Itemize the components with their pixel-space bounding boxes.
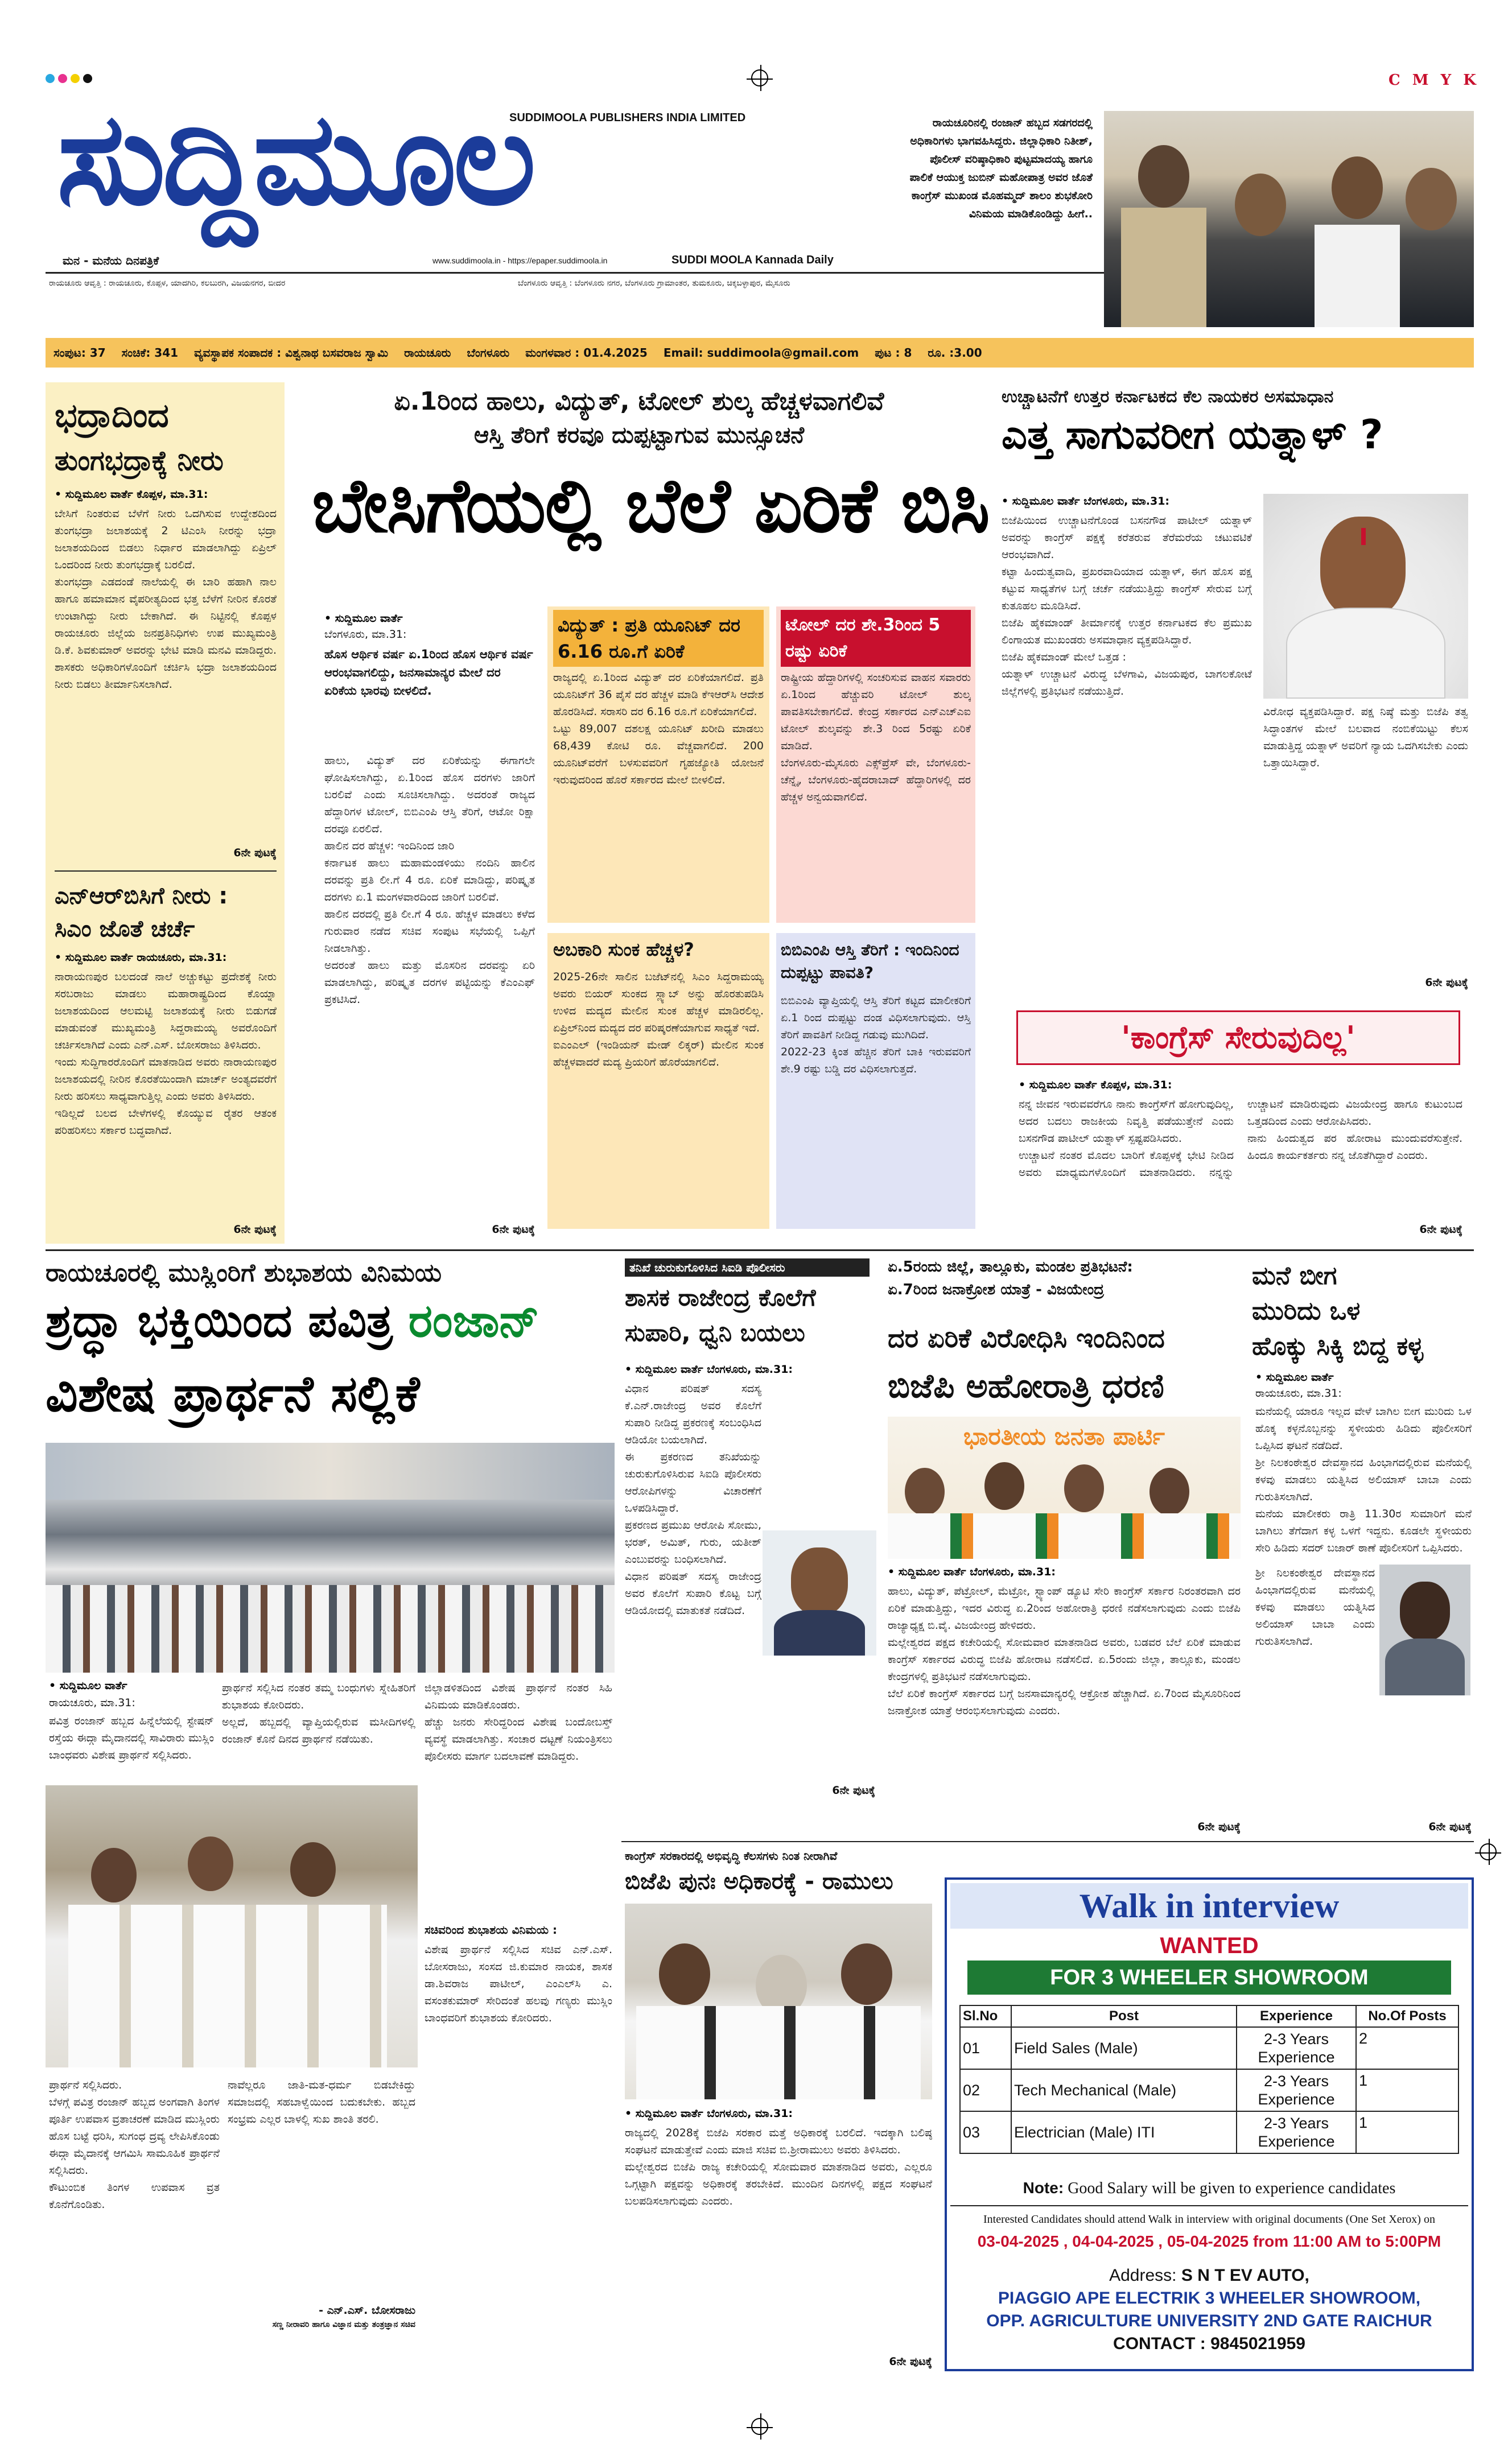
ad-dates: 03-04-2025 , 04-04-2025 , 05-04-2025 from 11:00 AM to 5:00PM (977, 2232, 1441, 2250)
story-nrbc-byline: • ಸುದ್ದಿಮೂಲ ವಾರ್ತೆ ರಾಯಚೂರು, ಮಾ.31: (55, 951, 227, 964)
bjp-kicker-2: ಏ.7ರಿಂದ ಜನಾಕ್ರೋಶ ಯಾತ್ರೆ - ವಿಜಯೇಂದ್ರ (888, 1281, 1105, 1298)
bjp-body: ಹಾಲು, ವಿದ್ಯುತ್, ಪೆಟ್ರೋಲ್, ಮೆಟ್ರೋ, ಸ್ಟ್ಯಾಂಪ್ ಡ್ಯೂಟಿ ಸೇರಿ ಕಾಂಗ್ರೆಸ್ ಸರ್ಕಾರ ನಿರಂತರವಾಗಿ ದರ ಏರಿಕೆ ಮಾಡುತ್ತಿದ್ದು, ಇದರ ವಿರುದ್ಧ ಏ.2ರಿಂದ ಅಹೋರಾತ್ರಿ ಧರಣಿ ನಡೆಸಲಾಗುವುದು ಎಂದು ಬಿಜೆಪಿ ರಾಜ್ಯಾಧ್ಯಕ್ಷ ಬಿ.ವೈ. ವಿಜಯೇಂದ್ರ ಹೇಳಿದರು. ಮಲ್ಲೇಶ್ವರದ ಪಕ್ಷದ ಕಚೇರಿಯಲ್ಲಿ ಸೋಮವಾರ ಮಾತನಾಡಿದ ಅವರು, ಬಡವರ ಬೆಲೆ ಏರಿಕೆ ಮಾಡುವ ಕಾಂಗ್ರೆಸ್ ಸರ್ಕಾರದ ವಿರುದ್ಧ ಬಿಜೆಪಿ ಹೋರಾಟ ನಡೆಸಲಿದೆ. ಏ.5ರಂದು ಜಿಲ್ಲಾ, ತಾಲ್ಲೂಕು, ಮಂಡಲ ಕೇಂದ್ರಗಳಲ್ಲಿ ಪ್ರತಿಭಟನೆ ನಡೆಸಲಾಗುವುದು. ಬೆಲೆ ಏರಿಕೆ ಕಾಂಗ್ರೆಸ್ ಸರ್ಕಾರದ ಬಗ್ಗೆ ಜನಸಾಮಾನ್ಯರಲ್ಲಿ ಆಕ್ರೋಶ ಹೆಚ್ಚಾಗಿದೆ. ಏ.7ರಿಂದ ಮೈಸೂರಿನಿಂದ ಜನಾಕ್ರೋಶ ಯಾತ್ರೆ ಆರಂಭಿಸಲಾಗುವುದು ಎಂದರು. (888, 1585, 1241, 1717)
lead-more[interactable]: 6ನೇ ಪುಟಕ್ಕೆ (492, 1223, 535, 1236)
mla-body: ವಿಧಾನ ಪರಿಷತ್ ಸದಸ್ಯ ಕೆ.ಎನ್.ರಾಜೇಂದ್ರ ಅವರ ಕೊಲೆಗೆ ಸುಪಾರಿ ನೀಡಿದ್ದ ಪ್ರಕರಣಕ್ಕೆ ಸಂಬಂಧಿಸಿದ ಆಡಿಯೋ ಬಯಲಾಗಿದೆ. ಈ ಪ್ರಕರಣದ ತನಿಖೆಯನ್ನು ಚುರುಕುಗೊಳಿಸಿರುವ ಸಿಐಡಿ ಪೊಲೀಸರು ಆರೋಪಿಗಳನ್ನು ವಿಚಾರಣೆಗೆ ಒಳಪಡಿಸಿದ್ದಾರೆ. ಪ್ರಕರಣದ ಪ್ರಮುಖ ಆರೋಪಿ ಸೋಮು, ಭರತ್, ಅಮಿತ್, ಗುರು, ಯತೀಶ್ ಎಂಬುವರನ್ನು ಬಂಧಿಸಲಾಗಿದೆ. ವಿಧಾನ ಪರಿಷತ್ ಸದಸ್ಯ ರಾಜೇಂದ್ರ ಅವರ ಕೊಲೆಗೆ ಸುಪಾರಿ ಕೊಟ್ಟ ಬಗ್ಗೆ ಆಡಿಯೋದಲ್ಲಿ ಮಾತುಕತೆ ನಡೆದಿದೆ. (625, 1382, 761, 1617)
bjp-headline: ದರ ಏರಿಕೆ ವಿರೋಧಿಸಿ ಇಂದಿನಿಂದ ಬಿಜೆಪಿ ಅಹೋರಾತ್ರಿ ಧರಣಿ (888, 1323, 1165, 1405)
promo-caption: ರಾಯಚೂರಿನಲ್ಲಿ ರಂಜಾನ್ ಹಬ್ಬದ ಸಡಗರದಲ್ಲಿ ಅಧಿಕಾರಿಗಳು ಭಾಗವಹಿಸಿದ್ದರು. ಜಿಲ್ಲಾಧಿಕಾರಿ ನಿತೀಶ್, ಪೊಲೀಸ್ ವರಿಷ್ಠಾಧಿಕಾರಿ ಪುಟ್ಟಮಾದಯ್ಯ ಹಾಗೂ ಪಾಲಿಕೆ ಆಯುಕ್ತ ಜುಬಿನ್ ಮಹೋಪಾತ್ರ ಅವರ ಜೊತೆ ಕಾಂಗ್ರೆಸ್ ಮುಖಂಡ ಮೊಹಮ್ಮದ್ ಶಾಲಂ ಶುಭಕೋರಿ ವಿನಿಮಯ ಮಾಡಿಕೊಂಡಿದ್ದು ಹೀಗೆ.. (909, 117, 1093, 220)
ramulu-headline: ಬಿಜೆಪಿ ಪುನಃ ಅಧಿಕಾರಕ್ಕೆ - ರಾಮುಲು (625, 1868, 893, 1895)
ad-table-header (960, 2005, 1458, 2027)
box-toll-title: ಟೋಲ್ ದರ ಶೇ.3ರಿಂದ 5 ರಷ್ಟು ಏರಿಕೆ (781, 610, 971, 667)
ad-for: FOR 3 WHEELER SHOWROOM (967, 1961, 1451, 1995)
mla-photo (763, 1530, 876, 1656)
lead-place: ಬೆಂಗಳೂರು, ಮಾ.31: (324, 628, 407, 641)
mla-headline: ಶಾಸಕ ರಾಜೇಂದ್ರ ಕೊಲೆಗೆ ಸುಪಾರಿ, ಧ್ವನಿ ಬಯಲು (625, 1283, 816, 1347)
ramzan-headline-2: ವಿಶೇಷ ಪ್ರಾರ್ಥನೆ ಸಲ್ಲಿಕೆ (46, 1364, 420, 1423)
promo-photo (1104, 111, 1474, 327)
bjp-photo (888, 1417, 1241, 1559)
congress-headline: 'ಕಾಂಗ್ರೆಸ್ ಸೇರುವುದಿಲ್ಲ' (1121, 1020, 1355, 1055)
box-toll-body: ರಾಷ್ಟ್ರೀಯ ಹೆದ್ದಾರಿಗಳಲ್ಲಿ ಸಂಚರಿಸುವ ವಾಹನ ಸವಾರರು ಏ.1ರಿಂದ ಹೆಚ್ಚುವರಿ ಟೋಲ್ ಶುಲ್ಕ ಪಾವತಿಸಬೇಕಾಗಲಿದೆ. ಕೇಂದ್ರ ಸರ್ಕಾರದ ಎನ್‌ಎಚ್‌ಎಐ ಟೋಲ್ ಶುಲ್ಕವನ್ನು ಶೇ.3 ರಿಂದ 5ರಷ್ಟು ಏರಿಕೆ ಮಾಡಿದೆ. ಬೆಂಗಳೂರು-ಮೈಸೂರು ಎಕ್ಸ್‌ಪ್ರೆಸ್ ವೇ, ಬೆಂಗಳೂರು-ಚೆನ್ನೈ, ಬೆಂಗಳೂರು-ಹೈದರಾಬಾದ್ ಹೆದ್ದಾರಿಗಳಲ್ಲಿ ದರ ಹೆಚ್ಚಳ ಅನ್ವಯವಾಗಲಿದೆ. (781, 671, 971, 803)
ad-col-exp: Experience (1237, 2005, 1356, 2027)
wall-headline: ಮನೆ ಬೀಗ ಮುರಿದು ಒಳ ಹೊಕ್ಕು ಸಿಕ್ಕಿ ಬಿದ್ದ ಕಳ್ಳ (1252, 1261, 1423, 1361)
ad-note: Note: Good Salary will be given to experience candidates (1023, 2179, 1396, 2197)
info-bar (46, 338, 1474, 368)
editions-bengaluru: ಬೆಂಗಳೂರು ಆವೃತ್ತಿ : ಬೆಂಗಳೂರು ನಗರ, ಬೆಂಗಳೂರು ಗ್ರಾಮಾಂತರ, ತುಮಕೂರು, ಚಿಕ್ಕಬಳ್ಳಾಪುರ, ಮೈಸೂರು (518, 279, 790, 288)
ad-col-num: No.Of Posts (1356, 2005, 1458, 2027)
box-excise-title: ಅಬಕಾರಿ ಸುಂಕ ಹೆಚ್ಚಳ? (553, 939, 694, 960)
cmyk-mark: C M Y K (1388, 72, 1480, 89)
issue: ಸಂಚಿಕೆ: 341 (121, 346, 179, 360)
wall-byline: • ಸುದ್ದಿಮೂಲ ವಾರ್ತೆ (1255, 1371, 1334, 1384)
story-bhadra-body: ಬೇಸಿಗೆ ನಿಂತರುವ ಬೆಳೆಗೆ ನೀರು ಒದಗಿಸುವ ಉದ್ದೇಶದಿಂದ ತುಂಗಭದ್ರಾ ಜಲಾಶಯಕ್ಕೆ 2 ಟಿಎಂಸಿ ನೀರನ್ನು ಭದ್ರಾ ಜಲಾಶಯದಿಂದ ಬಿಡಲು ನಿರ್ಧಾರ ಮಾಡಲಾಗಿದ್ದು ಏಪ್ರಿಲ್ ಒಂದರಿಂದ ನೀರು ತುಂಗಭದ್ರಾಕ್ಕೆ ಬರಲಿದೆ. ತುಂಗಭದ್ರಾ ಎಡದಂಡೆ ನಾಲೆಯಲ್ಲಿ ಈ ಬಾರಿ ಹಹಾಗಿ ನಾಲ ಹಾಗೂ ಹಮಾಮಾನ ವೈಪರೀತ್ಯದಿಂದ ಭತ್ತ ಬೆಳೆಗೆ ನೀರಿನ ಕೊರತೆ ಉಂಟಾಗಿದ್ದು ನೀರು ಬೇಕಾಗಿದೆ. ಈ ನಿಟ್ಟಿನಲ್ಲಿ ಕೊಪ್ಪಳ ರಾಯಚೂರು ಜಿಲ್ಲೆಯ ಜನಪ್ರತಿನಿಧಿಗಳು ಉಪ ಮುಖ್ಯಮಂತ್ರಿ ಡಿ.ಕೆ. ಶಿವಕುಮಾರ್ ಅವರನ್ನು ಭೇಟಿ ಮಾಡಿ ಮನವಿ ಮಾಡಿದ್ದರು. ಶಾಸಕರು ಅಧಿಕಾರಿಗಳೊಂದಿಗೆ ಚರ್ಚಿಸಿ ಭದ್ರಾ ಜಲಾಶಯದಿಂದ ನೀರು ಬಿಡಲು ತೀರ್ಮಾನಿಸಲಾಗಿದೆ. (55, 507, 277, 691)
ramulu-more[interactable]: 6ನೇ ಪುಟಕ್ಕೆ (889, 2355, 932, 2368)
yatnal-photo (1263, 494, 1468, 699)
wall-body-2: ಶ್ರೀ ನಿಲಕಂಠೇಶ್ವರ ದೇವಸ್ಥಾನದ ಹಿಂಭಾಗದಲ್ಲಿರುವ ಮನೆಯಲ್ಲಿ ಕಳವು ಮಾಡಲು ಯತ್ನಿಸಿದ ಅಲಿಯಾಸ್ ಬಾಬಾ ಎಂದು ಗುರುತಿಸಲಾಗಿದೆ. (1255, 1567, 1375, 1648)
mla-more[interactable]: 6ನೇ ಪುಟಕ್ಕೆ (832, 1784, 875, 1797)
yatnal-byline: • ಸುದ್ದಿಮೂಲ ವಾರ್ತೆ ಬೆಂಗಳೂರು, ಮಾ.31: (1002, 495, 1170, 507)
box-power-title: ವಿದ್ಯುತ್ : ಪ್ರತಿ ಯೂನಿಟ್ ದರ 6.16 ರೂ.ಗೆ ಏರಿಕೆ (553, 610, 764, 667)
publisher-name: SUDDIMOOLA PUBLISHERS INDIA LIMITED (509, 112, 746, 124)
tagline: ಮನ - ಮನೆಯ ದಿನಪತ್ರಿಕೆ (63, 254, 159, 267)
table-row: 01 Field Sales (Male) 2-3 Years Experience 2 (960, 2027, 1458, 2069)
yatnal-headline: ಎತ್ತ ಸಾಗುವರೀಗ ಯತ್ನಾಳ್ ? (1002, 411, 1383, 458)
ramzan-quote-role: ಸಣ್ಣ ನೀರಾವರಿ ಹಾಗೂ ವಿಜ್ಞಾನ ಮತ್ತು ತಂತ್ರಜ್ಞಾನ ಸಚಿವ (272, 2320, 415, 2329)
story-nrbc-body: ನಾರಾಯಣಪುರ ಬಲದಂಡೆ ನಾಲೆ ಅಚ್ಚುಕಟ್ಟು ಪ್ರದೇಶಕ್ಕೆ ನೀರು ಸರಬರಾಜು ಮಾಡಲು ಮಹಾರಾಷ್ಟ್ರದಿಂದ ಕೊಯ್ನಾ ಜಲಾಶಯದಿಂದ ಆಲಮಟ್ಟಿ ಜಲಾಶಯಕ್ಕೆ ನೀರು ಬಿಡುಗಡೆ ಮಾಡುವಂತೆ ಮುಖ್ಯಮಂತ್ರಿ ಸಿದ್ದರಾಮಯ್ಯ ಅವರೊಂದಿಗೆ ಚರ್ಚಿಸಲಾಗಿದೆ ಎಂದು ಎನ್.ಎಸ್. ಬೋಸರಾಜು ತಿಳಿಸಿದರು. ಇಂದು ಸುದ್ದಿಗಾರರೊಂದಿಗೆ ಮಾತನಾಡಿದ ಅವರು ನಾರಾಯಣಪುರ ಜಲಾಶಯದಲ್ಲಿ ನೀರಿನ ಕೊರತೆಯಿಂದಾಗಿ ಮಾರ್ಚ್ ಅಂತ್ಯದವರೆಗೆ ನೀರು ಹರಿಸಲು ಸಾಧ್ಯವಾಗುತ್ತಿಲ್ಲ ಎಂದು ಅವರು ತಿಳಿಸಿದರು. ಇಡಿಲ್ಲದೆ ಬಲದ ಬೇಳೆಗಳಲ್ಲಿ ಕೊಯ್ಯುವ ರೈತರ ಆತಂಕ ಪರಿಹರಿಸಲು ಸರ್ಕಾರ ಬದ್ಧವಾಗಿದೆ. (55, 971, 277, 1137)
ramzan-place: ರಾಯಚೂರು, ಮಾ.31: (49, 1697, 135, 1709)
wall-place: ರಾಯಚೂರು, ಮಾ.31: (1255, 1387, 1342, 1400)
ramulu-byline: • ಸುದ್ದಿಮೂಲ ವಾರ್ತೆ ಬೆಂಗಳೂರು, ಮಾ.31: (625, 2107, 793, 2120)
box-bbmp-body: ಬಿಬಿಎಂಪಿ ವ್ಯಾಪ್ತಿಯಲ್ಲಿ ಆಸ್ತಿ ತೆರಿಗೆ ಕಟ್ಟದ ಮಾಲೀಕರಿಗೆ ಏ.1 ರಿಂದ ದುಪ್ಪಟ್ಟು ದಂಡ ವಿಧಿಸಲಾಗುವುದು. ಆಸ್ತಿ ತೆರಿಗೆ ಪಾವತಿಗೆ ನೀಡಿದ್ದ ಗಡುವು ಮುಗಿದಿದೆ. 2022-23 ಕ್ಕಿಂತ ಹೆಚ್ಚಿನ ತೆರಿಗೆ ಬಾಕಿ ಇರುವವರಿಗೆ ಶೇ.9 ರಷ್ಟು ಬಡ್ಡಿ ದರ ವಿಧಿಸಲಾಗುತ್ತದೆ. (781, 994, 971, 1075)
editions-raichur: ರಾಯಚೂರು ಆವೃತ್ತಿ : ರಾಯಚೂರು, ಕೊಪ್ಪಳ, ಯಾದಗಿರಿ, ಕಲಬುರಗಿ, ವಿಜಯನಗರ, ಬೀದರ (49, 279, 286, 288)
box-power-body: ರಾಜ್ಯದಲ್ಲಿ ಏ.1ರಿಂದ ವಿದ್ಯುತ್ ದರ ಏರಿಕೆಯಾಗಲಿದೆ. ಪ್ರತಿ ಯೂನಿಟ್‌ಗೆ 36 ಪೈಸೆ ದರ ಹೆಚ್ಚಳ ಮಾಡಿ ಕೆಇಆರ್‌ಸಿ ಆದೇಶ ಹೊರಡಿಸಿದೆ. ಸರಾಸರಿ ದರ 6.16 ರೂ.ಗೆ ಏರಿಕೆಯಾಗಲಿದೆ. ಒಟ್ಟು 89,007 ದಶಲಕ್ಷ ಯೂನಿಟ್ ಖರೀದಿ ಮಾಡಲು 68,439 ಕೋಟಿ ರೂ. ವೆಚ್ಚವಾಗಲಿದೆ. 200 ಯೂನಿಟ್‌ವರೆಗೆ ಬಳಸುವವರಿಗೆ ಗೃಹಜ್ಯೋತಿ ಯೋಜನೆ ಇರುವುದರಿಂದ ಹೊರೆ ಸರ್ಕಾರದ ಮೇಲೆ ಬೀಳಲಿದೆ. (553, 671, 764, 786)
print-color-dots (46, 74, 92, 83)
table-row: 02 Tech Mechanical (Male) 2-3 Years Experience 1 (960, 2069, 1458, 2111)
registration-mark-bottom (751, 2418, 768, 2435)
ramzan-col3: ಜಿಲ್ಲಾಡಳಿತದಿಂದ ವಿಶೇಷ ಪ್ರಾರ್ಥನೆ ನಂತರ ಸಿಹಿ ವಿನಿಮಯ ಮಾಡಿಕೊಂಡರು. ಹೆಚ್ಚು ಜನರು ಸೇರಿದ್ದರಿಂದ ವಿಶೇಷ ಬಂದೋಬಸ್ತ್ ವ್ಯವಸ್ಥೆ ಮಾಡಲಾಗಿತ್ತು. ಸಂಚಾರ ದಟ್ಟಣೆ ನಿಯಂತ್ರಿಸಲು ಪೊಲೀಸರು ಮಾರ್ಗ ಬದಲಾವಣೆ ಮಾಡಿದ್ದರು. (425, 1682, 612, 1763)
ad-attend: Interested Candidates should attend Walk in interview with original documents (One Set Xerox) on (983, 2213, 1435, 2226)
bjp-kicker-1: ಏ.5ರಂದು ಜಿಲ್ಲೆ, ತಾಲ್ಲೂಕು, ಮಂಡಲ ಪ್ರತಿಭಟನೆ: (888, 1258, 1133, 1276)
ramzan-col1b: ಪ್ರಾರ್ಥನೆ ಸಲ್ಲಿಸಿದರು. ಬೆಳಗ್ಗೆ ಪವಿತ್ರ ರಂಜಾನ್ ಹಬ್ಬದ ಅಂಗವಾಗಿ ತಿಂಗಳ ಪೂರ್ತಿ ಉಪವಾಸ ವ್ರತಾಚರಣೆ ಮಾಡಿದ ಮುಸ್ಲಿಂರು ಹೊಸ ಬಟ್ಟೆ ಧರಿಸಿ, ಸುಗಂಧ ದ್ರವ್ಯ ಲೇಪಿಸಿಕೊಂಡು ಈದ್ಗಾ ಮೈದಾನಕ್ಕೆ ಆಗಮಿಸಿ ಸಾಮೂಹಿಕ ಪ್ರಾರ್ಥನೆ ಸಲ್ಲಿಸಿದರು. ಕೌಟುಂಬಿಕ ತಿಂಗಳ ಉಪವಾಸ ವ್ರತ ಕೊನೆಗೊಂಡಿತು. (49, 2079, 220, 2211)
ramulu-kicker: ಕಾಂಗ್ರೆಸ್ ಸರಕಾರದಲ್ಲಿ ಅಭಿವೃದ್ಧಿ ಕೆಲಸಗಳು ನಿಂತ ನೀರಾಗಿವೆ (625, 1849, 838, 1863)
ramzan-col1: ಪವಿತ್ರ ರಂಜಾನ್ ಹಬ್ಬದ ಹಿನ್ನೆಲೆಯಲ್ಲಿ ಸ್ಟೇಷನ್ ರಸ್ತೆಯ ಈದ್ಗಾ ಮೈದಾನದಲ್ಲಿ ಸಾವಿರಾರು ಮುಸ್ಲಿಂ ಬಾಂಧವರು ವಿಶೇಷ ಪ್ರಾರ್ಥನೆ ಸಲ್ಲಿಸಿದರು. (49, 1715, 214, 1761)
story-bhadra-headline: ಭದ್ರಾದಿಂದ ತುಂಗಭದ್ರಾಕ್ಕೆ ನೀರು (55, 396, 224, 477)
masthead-title: ಸುದ್ದಿಮೂಲ (57, 85, 533, 234)
table-row: 03 Electrician (Male) ITI 2-3 Years Experience 1 (960, 2111, 1458, 2153)
box-excise-body: 2025-26ನೇ ಸಾಲಿನ ಬಜೆಟ್‌ನಲ್ಲಿ ಸಿಎಂ ಸಿದ್ದರಾಮಯ್ಯ ಅವರು ಬಿಯರ್ ಸುಂಕದ ಸ್ಲ್ಯಾಬ್ ಅನ್ನು ಹೊರತುಪಡಿಸಿ ಉಳಿದ ಮದ್ಯದ ಮೇಲಿನ ಸುಂಕ ಹೆಚ್ಚಳ ಮಾಡಿರಲಿಲ್ಲ. ಏಪ್ರಿಲ್‌ನಿಂದ ಮದ್ಯದ ದರ ಪರಿಷ್ಕರಣೆಯಾಗುವ ಸಾಧ್ಯತೆ ಇದೆ. ಐಎಂಎಲ್ (ಇಂಡಿಯನ್ ಮೇಡ್ ಲಿಕ್ಕರ್) ಮೇಲಿನ ಸುಂಕ ಹೆಚ್ಚಳವಾದರೆ ಮದ್ಯ ಪ್ರಿಯರಿಗೆ ಹೊರೆಯಾಗಲಿದೆ. (553, 971, 764, 1068)
bjp-byline: • ಸುದ್ದಿಮೂಲ ವಾರ್ತೆ ಬೆಂಗಳೂರು, ಮಾ.31: (888, 1566, 1056, 1578)
ad-title: Walk in interview (950, 1883, 1468, 1929)
wall-body: ಮನೆಯಲ್ಲಿ ಯಾರೂ ಇಲ್ಲದ ವೇಳೆ ಬಾಗಿಲ ಬೀಗ ಮುರಿದು ಒಳ ಹೊಕ್ಕ ಕಳ್ಳನೊಬ್ಬನನ್ನು ಸ್ಥಳೀಯರು ಹಿಡಿದು ಪೊಲೀಸರಿಗೆ ಒಪ್ಪಿಸಿದ ಘಟನೆ ನಡೆದಿದೆ. ಶ್ರೀ ನಿಲಕಂಠೇಶ್ವರ ದೇವಸ್ಥಾನದ ಹಿಂಭಾಗದಲ್ಲಿರುವ ಮನೆಯಲ್ಲಿ ಕಳವು ಮಾಡಲು ಯತ್ನಿಸಿದ ಅಲಿಯಾಸ್ ಬಾಬಾ ಎಂದು ಗುರುತಿಸಲಾಗಿದೆ. ಮನೆಯ ಮಾಲೀಕರು ರಾತ್ರಿ 11.30ರ ಸುಮಾರಿಗೆ ಮನೆ ಬಾಗಿಲು ತೆಗೆದಾಗ ಕಳ್ಳ ಒಳಗೆ ಇದ್ದನು. ಕೂಡಲೇ ಸ್ಥಳೀಯರು ಸೇರಿ ಹಿಡಿದು ಸದರ್ ಬಜಾರ್ ಠಾಣೆ ಪೊಲೀಸರಿಗೆ ಒಪ್ಪಿಸಿದರು. (1255, 1405, 1472, 1554)
mla-byline: • ಸುದ್ದಿಮೂಲ ವಾರ್ತೆ ಬೆಂಗಳೂರು, ಮಾ.31: (625, 1363, 793, 1376)
yatnal-body: ಬಿಜೆಪಿಯಿಂದ ಉಚ್ಚಾಟನೆಗೊಂಡ ಬಸನಗೌಡ ಪಾಟೀಲ್ ಯತ್ನಾಳ್ ಅವರನ್ನು ಕಾಂಗ್ರೆಸ್ ಪಕ್ಷಕ್ಕೆ ಕರೆತರುವ ತೆರೆಮರೆಯ ಚಟುವಟಿಕೆ ಆರಂಭವಾಗಿದೆ. ಕಟ್ಟಾ ಹಿಂದುತ್ವವಾದಿ, ಪ್ರಖರವಾದಿಯಾದ ಯತ್ನಾಳ್, ಈಗ ಹೊಸ ಪಕ್ಷ ಕಟ್ಟುವ ಸಾಧ್ಯತೆಗಳ ಬಗ್ಗೆ ಚರ್ಚೆ ನಡೆಯುತ್ತಿದ್ದು ಕಾಂಗ್ರೆಸ್ ಸೇರುವ ಬಗ್ಗೆ ಕುತೂಹಲ ಮೂಡಿಸಿದೆ. ಬಿಜೆಪಿ ಹೈಕಮಾಂಡ್ ತೀರ್ಮಾನಕ್ಕೆ ಉತ್ತರ ಕರ್ನಾಟಕದ ಕೆಲ ಪ್ರಮುಖ ಲಿಂಗಾಯತ ಮುಖಂಡರು ಅಸಮಾಧಾನ ವ್ಯಕ್ತಪಡಿಸಿದ್ದಾರೆ. ಬಿಜೆಪಿ ಹೈಕಮಾಂಡ್ ಮೇಲೆ ಒತ್ತಡ : ಯತ್ನಾಳ್ ಉಚ್ಚಾಟನೆ ವಿರುದ್ಧ ಬೆಳಗಾವಿ, ವಿಜಯಪುರ, ಬಾಗಲಕೋಟೆ ಜಿಲ್ಲೆಗಳಲ್ಲಿ ಪ್ರತಿಭಟನೆ ನಡೆಯುತ್ತಿದೆ. (1002, 514, 1252, 697)
ad-col-post: Post (1011, 2005, 1237, 2027)
yatnal-kicker: ಉಚ್ಚಾಟನೆಗೆ ಉತ್ತರ ಕರ್ನಾಟಕದ ಕೆಲ ನಾಯಕರ ಅಸಮಾಧಾನ (1002, 387, 1334, 407)
ad-contact[interactable]: CONTACT : 9845021959 (1113, 2334, 1305, 2353)
ramulu-photo (625, 1904, 932, 2099)
box-bbmp-title: ಬಿಬಿಎಂಪಿ ಆಸ್ತಿ ತೆರಿಗೆ : ಇಂದಿನಿಂದ ದುಪ್ಪಟ್ಟು ಪಾವತಿ? (781, 940, 959, 982)
lead-body: ಹಾಲು, ವಿದ್ಯುತ್ ದರ ಏರಿಕೆಯನ್ನು ಈಗಾಗಲೇ ಘೋಷಿಸಲಾಗಿದ್ದು, ಏ.1ರಿಂದ ಹೊಸ ದರಗಳು ಜಾರಿಗೆ ಬರಲಿವೆ ಎಂದು ಸೂಚಿಸಲಾಗಿದ್ದು. ಅದರಂತೆ ರಾಜ್ಯದ ಹೆದ್ದಾರಿಗಳ ಟೋಲ್, ಬಿಬಿಎಂಪಿ ಆಸ್ತಿ ತೆರಿಗೆ, ಆಟೋ ರಿಕ್ಷಾ ದರವೂ ಏರಲಿದೆ. ಹಾಲಿನ ದರ ಹೆಚ್ಚಳ: ಇಂದಿನಿಂದ ಜಾರಿ ಕರ್ನಾಟಕ ಹಾಲು ಮಹಾಮಂಡಳಿಯು ನಂದಿನಿ ಹಾಲಿನ ದರವನ್ನು ಪ್ರತಿ ಲೀ.ಗೆ 4 ರೂ. ಏರಿಕೆ ಮಾಡಿದ್ದು, ಪರಿಷ್ಕೃತ ದರಗಳು ಏ.1 ಮಂಗಳವಾರದಿಂದ ಜಾರಿಗೆ ಬರಲಿವೆ. ಹಾಲಿನ ದರದಲ್ಲಿ ಪ್ರತಿ ಲೀ.ಗೆ 4 ರೂ. ಹೆಚ್ಚಳ ಮಾಡಲು ಕಳೆದ ಗುರುವಾರ ನಡೆದ ಸಚಿವ ಸಂಪುಟ ಸಭೆಯಲ್ಲಿ ಒಪ್ಪಿಗೆ ನೀಡಲಾಗಿತ್ತು. ಅದರಂತೆ ಹಾಲು ಮತ್ತು ಮೊಸರಿನ ದರವನ್ನು ಏರಿ ಮಾಡಲಾಗಿದ್ದು, ಪರಿಷ್ಕೃತ ದರಗಳ ಪಟ್ಟಿಯನ್ನು ಕೆಎಂಎಫ್ ಪ್ರಕಟಿಸಿದೆ. (324, 754, 535, 1006)
lead-kicker-1: ಏ.1ರಿಂದ ಹಾಲು, ವಿದ್ಯುತ್, ಟೋಲ್ ಶುಲ್ಕ ಹೆಚ್ಚಳವಾಗಲಿವೆ (394, 387, 884, 416)
registration-mark-top (751, 69, 768, 86)
city-bengaluru: ಬೆಂಗಳೂರು (467, 346, 510, 360)
registration-mark-right (1480, 1843, 1497, 1860)
ramzan-quote-by: - ಎನ್.ಎಸ್. ಬೋಸರಾಜು (319, 2304, 415, 2317)
website: www.suddimoola.in - https://epaper.suddimoola.in (432, 256, 608, 265)
date: ಮಂಗಳವಾರ : 01.4.2025 (525, 346, 648, 360)
ramzan-sub: ಸಚಿವರಿಂದ ಶುಭಾಶಯ ವಿನಿಮಯ : (425, 1923, 558, 1937)
mla-kicker: ತನಿಖೆ ಚುರುಕುಗೊಳಿಸಿದ ಸಿಐಡಿ ಪೊಲೀಸರು (625, 1258, 870, 1277)
page-count: ಪುಟ : 8 (875, 346, 912, 360)
bjp-banner: ಭಾರತೀಯ ಜನತಾ ಪಾರ್ಟಿ (963, 1422, 1165, 1450)
lead-headline: ಬೇಸಿಗೆಯಲ್ಲಿ ಬೆಲೆ ಏರಿಕೆ ಬಿಸಿ (312, 462, 989, 550)
ramzan-col2: ಪ್ರಾರ್ಥನೆ ಸಲ್ಲಿಸಿದ ನಂತರ ತಮ್ಮ ಬಂಧುಗಳು ಸ್ನೇಹಿತರಿಗೆ ಶುಭಾಶಯ ಕೋರಿದರು. ಅಲ್ಲದೆ, ಹಬ್ಬದಲ್ಲಿ ವ್ಯಾಪ್ತಿಯಲ್ಲಿರುವ ಮಸೀದಿಗಳಲ್ಲಿ ರಂಜಾನ್ ಕೊನೆ ದಿನದ ಪ್ರಾರ್ಥನೆ ನಡೆಯಿತು. (222, 1682, 415, 1745)
ad-col-sl: Sl.No (960, 2005, 1011, 2027)
lead-byline: • ಸುದ್ದಿಮೂಲ ವಾರ್ತೆ (324, 612, 403, 625)
story-nrbc-headline: ಎನ್‌ಆರ್‌ಬಿಸಿಗೆ ನೀರು : ಸಿಎಂ ಜೊತೆ ಚರ್ಚೆ (55, 883, 228, 942)
city-raichur: ರಾಯಚೂರು (404, 346, 451, 360)
story-nrbc-more[interactable]: 6ನೇ ಪುಟಕ್ಕೆ (233, 1223, 277, 1236)
ramzan-prayer-photo (46, 1443, 615, 1673)
congress-more[interactable]: 6ನೇ ಪುಟಕ್ಕೆ (1419, 1223, 1462, 1236)
editor: ವ್ಯವಸ್ಥಾಪಕ ಸಂಪಾದಕ : ವಿಶ್ವನಾಥ ಬಸವರಾಜ ಸ್ವಾಮಿ (194, 346, 389, 360)
email[interactable]: Email: suddimoola@gmail.com (663, 346, 859, 360)
ramzan-col2b: ನಾವೆಲ್ಲರೂ ಜಾತಿ-ಮತ-ಧರ್ಮ ಬಿಡಬೇಕಿದ್ದು ಸಮಾಜದಲ್ಲಿ ಸಹಬಾಳ್ವೆಯಿಂದ ಬದುಕಬೇಕು. ಹಬ್ಬದ ಸಂಭ್ರಮ ಎಲ್ಲರ ಬಾಳಲ್ಲಿ ಸುಖ ಶಾಂತಿ ತರಲಿ. (228, 2079, 415, 2125)
lead-kicker-2: ಆಸ್ತಿ ತೆರಿಗೆ ಕರವೂ ದುಪ್ಪಟ್ಟಾಗುವ ಮುನ್ಸೂಚನೆ (473, 422, 805, 448)
ramulu-body: ರಾಜ್ಯದಲ್ಲಿ 2028ಕ್ಕೆ ಬಿಜೆಪಿ ಸರಕಾರ ಮತ್ತೆ ಅಧಿಕಾರಕ್ಕೆ ಬರಲಿದೆ. ಇದಕ್ಕಾಗಿ ಬಲಿಷ್ಠ ಸಂಘಟನೆ ಮಾಡುತ್ತೇವೆ ಎಂದು ಮಾಜಿ ಸಚಿವ ಬಿ.ಶ್ರೀರಾಮುಲು ಅವರು ತಿಳಿಸಿದರು. ಮಲ್ಲೇಶ್ವರದ ಬಿಜೆಪಿ ರಾಜ್ಯ ಕಚೇರಿಯಲ್ಲಿ ಸೋಮವಾರ ಮಾತನಾಡಿದ ಅವರು, ಎಲ್ಲರೂ ಒಗ್ಗಟ್ಟಾಗಿ ಪಕ್ಷವನ್ನು ಅಧಿಕಾರಕ್ಕೆ ತರಬೇಕಿದೆ. ಮುಂದಿನ ದಿನಗಳಲ್ಲಿ ಪಕ್ಷದ ಸಂಘಟನೆ ಬಲಪಡಿಸಲಾಗುವುದು ಎಂದರು. (625, 2127, 932, 2207)
ramzan-col3b: ವಿಶೇಷ ಪ್ರಾರ್ಥನೆ ಸಲ್ಲಿಸಿದ ಸಚಿವ ಎನ್.ಎಸ್. ಬೋಸರಾಜು, ಸಂಸದ ಜಿ.ಕುಮಾರ ನಾಯಕ, ಶಾಸಕ ಡಾ.ಶಿವರಾಜ ಪಾಟೀಲ್, ಎಂಎಲ್‌ಸಿ ಎ. ವಸಂತಕುಮಾರ್ ಸೇರಿದಂತೆ ಹಲವು ಗಣ್ಯರು ಮುಸ್ಲಿಂ ಬಾಂಧವರಿಗೆ ಶುಭಾಶಯ ಕೋರಿದರು. (425, 1943, 612, 2024)
yatnal-body-right: ವಿರೋಧ ವ್ಯಕ್ತಪಡಿಸಿದ್ದಾರೆ. ಪಕ್ಷ ನಿಷ್ಠೆ ಮತ್ತು ಬಿಜೆಪಿ ತತ್ವ ಸಿದ್ಧಾಂತಗಳ ಮೇಲೆ ಬಲವಾದ ನಂಬಿಕೆಯಿಟ್ಟು ಕೆಲಸ ಮಾಡುತ್ತಿದ್ದ ಯತ್ನಾಳ್ ಅವರಿಗೆ ನ್ಯಾಯ ಒದಗಿಸಬೇಕು ಎಂದು ಒತ್ತಾಯಿಸಿದ್ದಾರೆ. (1263, 705, 1468, 769)
story-bhadra-byline: • ಸುದ್ದಿಮೂಲ ವಾರ್ತೆ ಕೊಪ್ಪಳ, ಮಾ.31: (55, 488, 208, 501)
wall-more[interactable]: 6ನೇ ಪುಟಕ್ಕೆ (1428, 1821, 1472, 1833)
ramzan-byline: • ಸುದ್ದಿಮೂಲ ವಾರ್ತೆ (49, 1679, 127, 1692)
ad-wanted: WANTED (1160, 1933, 1259, 1958)
lead-intro: ಹೊಸ ಆರ್ಥಿಕ ವರ್ಷ ಏ.1ರಿಂದ ಹೊಸ ಆರ್ಥಿಕ ವರ್ಷ ಆರಂಭವಾಗಲಿದ್ದು, ಜನಸಾಮಾನ್ಯರ ಮೇಲೆ ದರ ಏರಿಕೆಯ ಭಾರವು ಬೀಳಲಿದೆ. (324, 647, 533, 697)
ramzan-kicker: ರಾಯಚೂರಲ್ಲಿ ಮುಸ್ಲಿಂರಿಗೆ ಶುಭಾಶಯ ವಿನಿಮಯ (46, 1258, 442, 1287)
congress-byline: • ಸುದ್ದಿಮೂಲ ವಾರ್ತೆ ಕೊಪ್ಪಳ, ಮಾ.31: (1019, 1079, 1172, 1091)
bjp-more[interactable]: 6ನೇ ಪುಟಕ್ಕೆ (1197, 1821, 1241, 1833)
ramzan-headline-1: ಶ್ರದ್ಧಾ ಭಕ್ತಿಯಿಂದ ಪವಿತ್ರ ರಂಜಾನ್ (46, 1294, 539, 1347)
volume: ಸಂಪುಟ: 37 (53, 346, 106, 360)
wall-photo (1379, 1565, 1470, 1695)
price: ರೂ. :3.00 (928, 346, 982, 360)
ramzan-ministers-photo (46, 1785, 418, 2067)
ad-address: Address: S N T EV AUTO, PIAGGIO APE ELECTRIK 3 WHEELER SHOWROOM, OPP. AGRICULTURE UNIVERSITY 2ND GATE RAICHUR CONTACT : 9845021959 (950, 2264, 1468, 2355)
yatnal-more[interactable]: 6ನೇ ಪುಟಕ್ಕೆ (1425, 976, 1468, 989)
ad-table (959, 2005, 1459, 2154)
congress-body: ನನ್ನ ಜೀವನ ಇರುವವರೆಗೂ ನಾನು ಕಾಂಗ್ರೆಸ್‌ಗೆ ಹೋಗುವುದಿಲ್ಲ, ಅದರ ಬದಲು ರಾಜಕೀಯ ನಿವೃತ್ತಿ ಪಡೆಯುತ್ತೇನೆ ಎಂದು ಬಸನಗೌಡ ಪಾಟೀಲ್ ಯತ್ನಾಳ್ ಸ್ಪಷ್ಟಪಡಿಸಿದರು. ಉಚ್ಚಾಟನೆ ನಂತರ ಮೊದಲ ಬಾರಿಗೆ ಕೊಪ್ಪಳಕ್ಕೆ ಭೇಟಿ ನೀಡಿದ ಅವರು ಮಾಧ್ಯಮಗಳೊಂದಿಗೆ ಮಾತನಾಡಿದರು. ನನ್ನನ್ನು ಉಚ್ಚಾಟನೆ ಮಾಡಿರುವುದು ವಿಜಯೇಂದ್ರ ಹಾಗೂ ಕುಟುಂಬದ ಒತ್ತಡದಿಂದ ಎಂದು ಆರೋಪಿಸಿದರು. ನಾನು ಹಿಂದುತ್ವದ ಪರ ಹೋರಾಟ ಮುಂದುವರೆಸುತ್ತೇನೆ. ಹಿಂದೂ ಕಾರ್ಯಕರ್ತರು ನನ್ನ ಜೊತೆಗಿದ್ದಾರೆ ಎಂದರು. (1019, 1098, 1462, 1179)
story-bhadra-more[interactable]: 6ನೇ ಪುಟಕ್ಕೆ (233, 847, 277, 859)
english-name: SUDDI MOOLA Kannada Daily (671, 254, 834, 266)
